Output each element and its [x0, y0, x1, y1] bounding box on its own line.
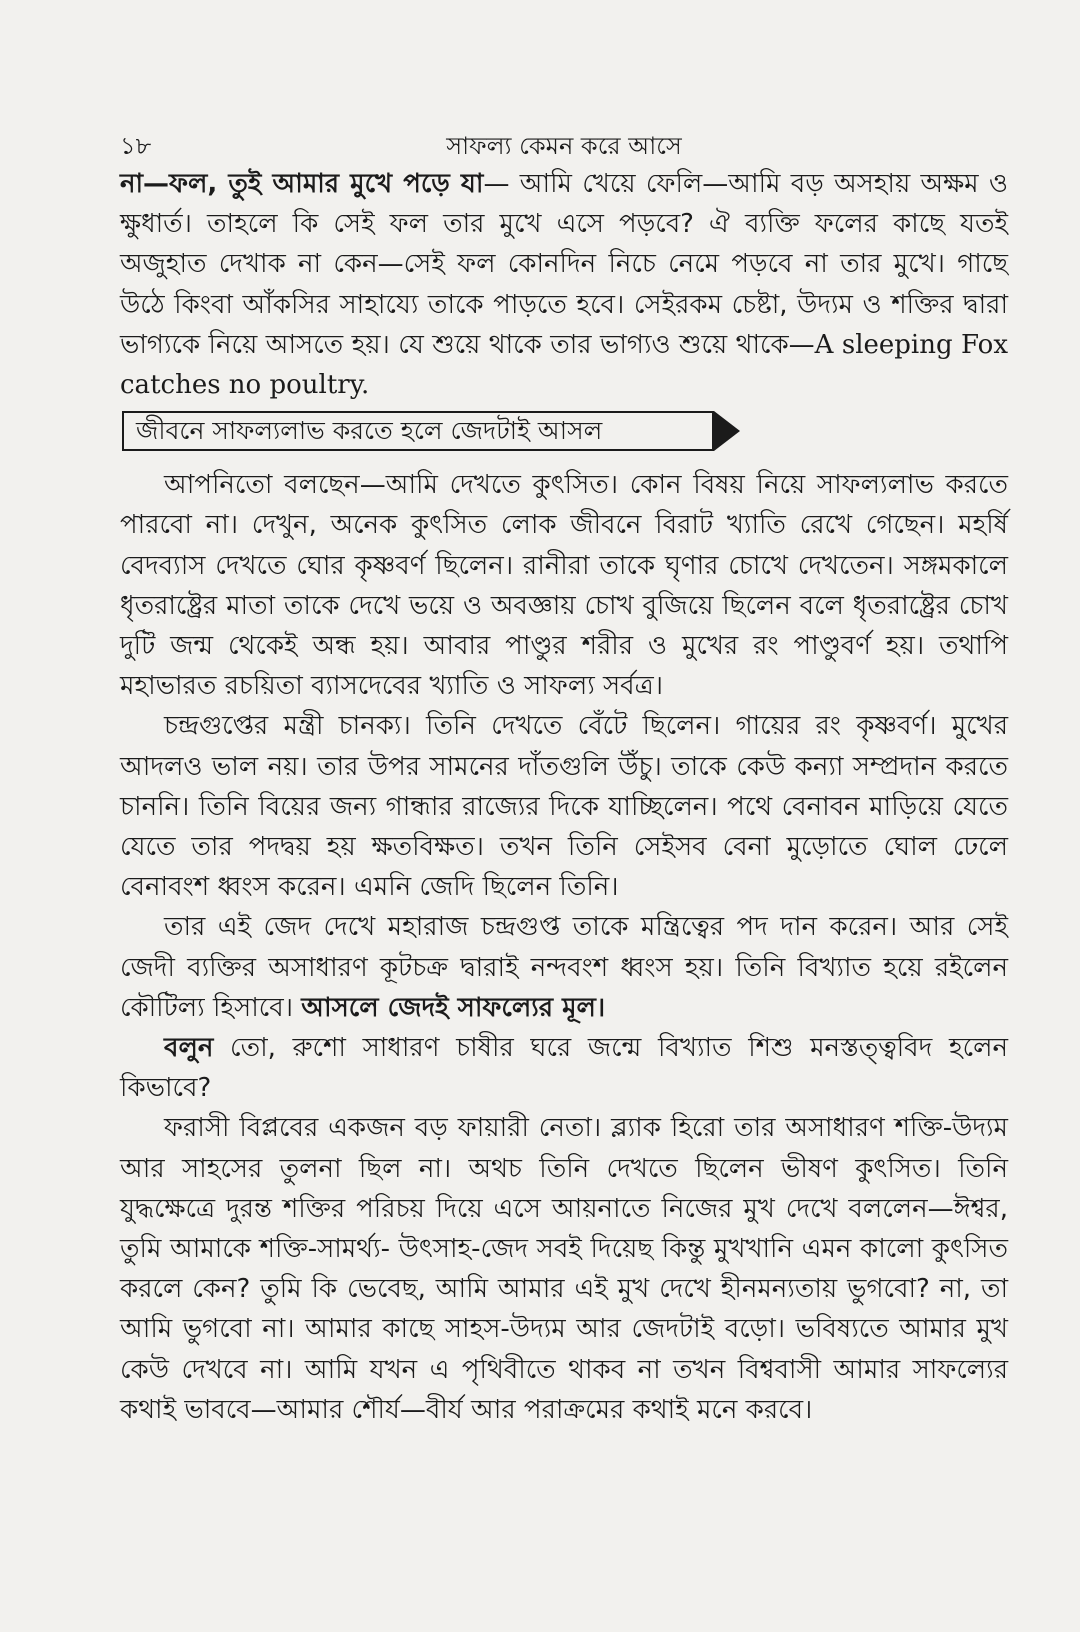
section-heading-box: [120, 411, 1008, 457]
paragraph-5-bold: বলুন: [164, 1033, 214, 1064]
section-heading: জীবনে সাফল্যলাভ করতে হলে জেদটাই আসল: [122, 411, 714, 451]
paragraph-4-bold: আসলে জেদই সাফল্যের মূল।: [301, 992, 606, 1023]
paragraph-1-text: — আমি খেয়ে ফেলি—আমি বড় অসহায় অক্ষম ও ক্ষুধার্ত। তাহলে কি সেই ফল তার মুখে এসে পড়বে? ঐ ব্যক্তি ফলের কাছে যতই অজুহাত দেখাক না কেন—সেই ফল কোনদিন নিচে নেমে পড়বে না তার মুখে। গাছে উঠে কিংবা আঁকসির সাহায্যে তাকে পাড়তে হবে। সেইরকম চেষ্টা, উদ্যম ও শক্তির দ্বারা ভাগ্যকে নিয়ে আসতে হয়। যে শুয়ে থাকে তার ভাগ্যও শুয়ে থাকে—: [120, 169, 1009, 360]
paragraph-6: ফরাসী বিপ্লবের একজন বড় ফায়ারী নেতা। ব্ল্যাক হিরো তার অসাধারণ শক্তি-উদ্যম আর সাহসের তুলনা ছিল না। অথচ তিনি দেখতে ছিলেন ভীষণ কুৎসিত। তিনি যুদ্ধক্ষেত্রে দুরন্ত শক্তির পরিচয় দিয়ে এসে আয়নাতে নিজের মুখ দেখে বললেন—ঈশ্বর, তুমি আমাকে শক্তি-সামর্থ্য- উৎসাহ-জেদ সবই দিয়েছ কিন্তু মুখখানি এমন কালো কুৎসিত করলে কেন? তুমি কি ভেবেছ, আমি আমার এই মুখ দেখে হীনমন্যতায় ভুগবো? না, তা আমি ভুগবো না। আমার কাছে সাহস-উদ্যম আর জেদটাই বড়ো। ভবিষ্যতে আমার মুখ কেউ দেখবে না। আমি যখন এ পৃথিবীতে থাকব না তখন বিশ্ববাসী আমার সাফল্যের কথাই ভাববে—আমার শৌর্য—বীর্য আর পরাক্রমের কথাই মনে করবে।: [120, 1113, 1008, 1425]
paragraph-3: চন্দ্রগুপ্তের মন্ত্রী চানক্য। তিনি দেখতে বেঁটে ছিলেন। গায়ের রং কৃষ্ণবর্ণ। মুখের আদলও ভাল নয়। তার উপর সামনের দাঁতগুলি উঁচু। তাকে কেউ কন্যা সম্প্রদান করতে চাননি। তিনি বিয়ের জন্য গান্ধার রাজ্যের দিকে যাচ্ছিলেন। পথে বেনাবন মাড়িয়ে যেতে যেতে তার পদদ্বয় হয় ক্ষতবিক্ষত। তখন তিনি সেইসব বেনা মুড়োতে ঘোল ঢেলে বেনাবংশ ধ্বংস করেন। এমনি জেদি ছিলেন তিনি।: [120, 711, 1008, 903]
english-proverb: A sleeping Fox catches no poultry.: [120, 329, 1008, 401]
paragraph-1-bold: না—ফল, তুই আমার মুখে পড়ে যা: [120, 169, 484, 199]
running-head: [120, 120, 1008, 164]
page-number: ১৮: [120, 132, 152, 160]
paragraph-2: আপনিতো বলছেন—আমি দেখতে কুৎসিত। কোন বিষয় নিয়ে সাফল্যলাভ করতে পারবো না। দেখুন, অনেক কুৎসিত লোক জীবনে বিরাট খ্যাতি রেখে গেছেন। মহর্ষি বেদব্যাস দেখতে ঘোর কৃষ্ণবর্ণ ছিলেন। রানীরা তাকে ঘৃণার চোখে দেখতেন। সঙ্গমকালে ধৃতরাষ্ট্রের মাতা তাকে দেখে ভয়ে ও অবজ্ঞায় চোখ বুজিয়ে ছিলেন বলে ধৃতরাষ্ট্রের চোখ দুটি জন্ম থেকেই অন্ধ হয়। আবার পাণ্ডুর শরীর ও মুখের রং পাণ্ডুবর্ণ হয়। তথাপি মহাভারত রচয়িতা ব্যাসদেবের খ্যাতি ও সাফল্য সর্বত্র।: [120, 470, 1008, 702]
page-content: [120, 164, 1008, 1430]
paragraph-5: [120, 1028, 1008, 1108]
paragraph-1: [120, 164, 1008, 405]
paragraph-5-text: তো, রুশো সাধারণ চাষীর ঘরে জন্মে বিখ্যাত শিশু মনস্তত্ত্ববিদ হলেন কিভাবে?: [120, 1033, 1008, 1104]
heading-arrow-icon: [714, 411, 740, 451]
paragraph-4: [120, 907, 1008, 1028]
running-title: সাফল্য কেমন করে আসে: [446, 132, 682, 160]
paragraph-4-text: তার এই জেদ দেখে মহারাজ চন্দ্রগুপ্ত তাকে মন্ত্রিত্বের পদ দান করেন। আর সেই জেদী ব্যক্তির অসাধারণ কূটচক্র দ্বারাই নন্দবংশ ধ্বংস হয়। তিনি বিখ্যাত হয়ে রইলেন কৌটিল্য হিসাবে।: [120, 912, 1008, 1023]
